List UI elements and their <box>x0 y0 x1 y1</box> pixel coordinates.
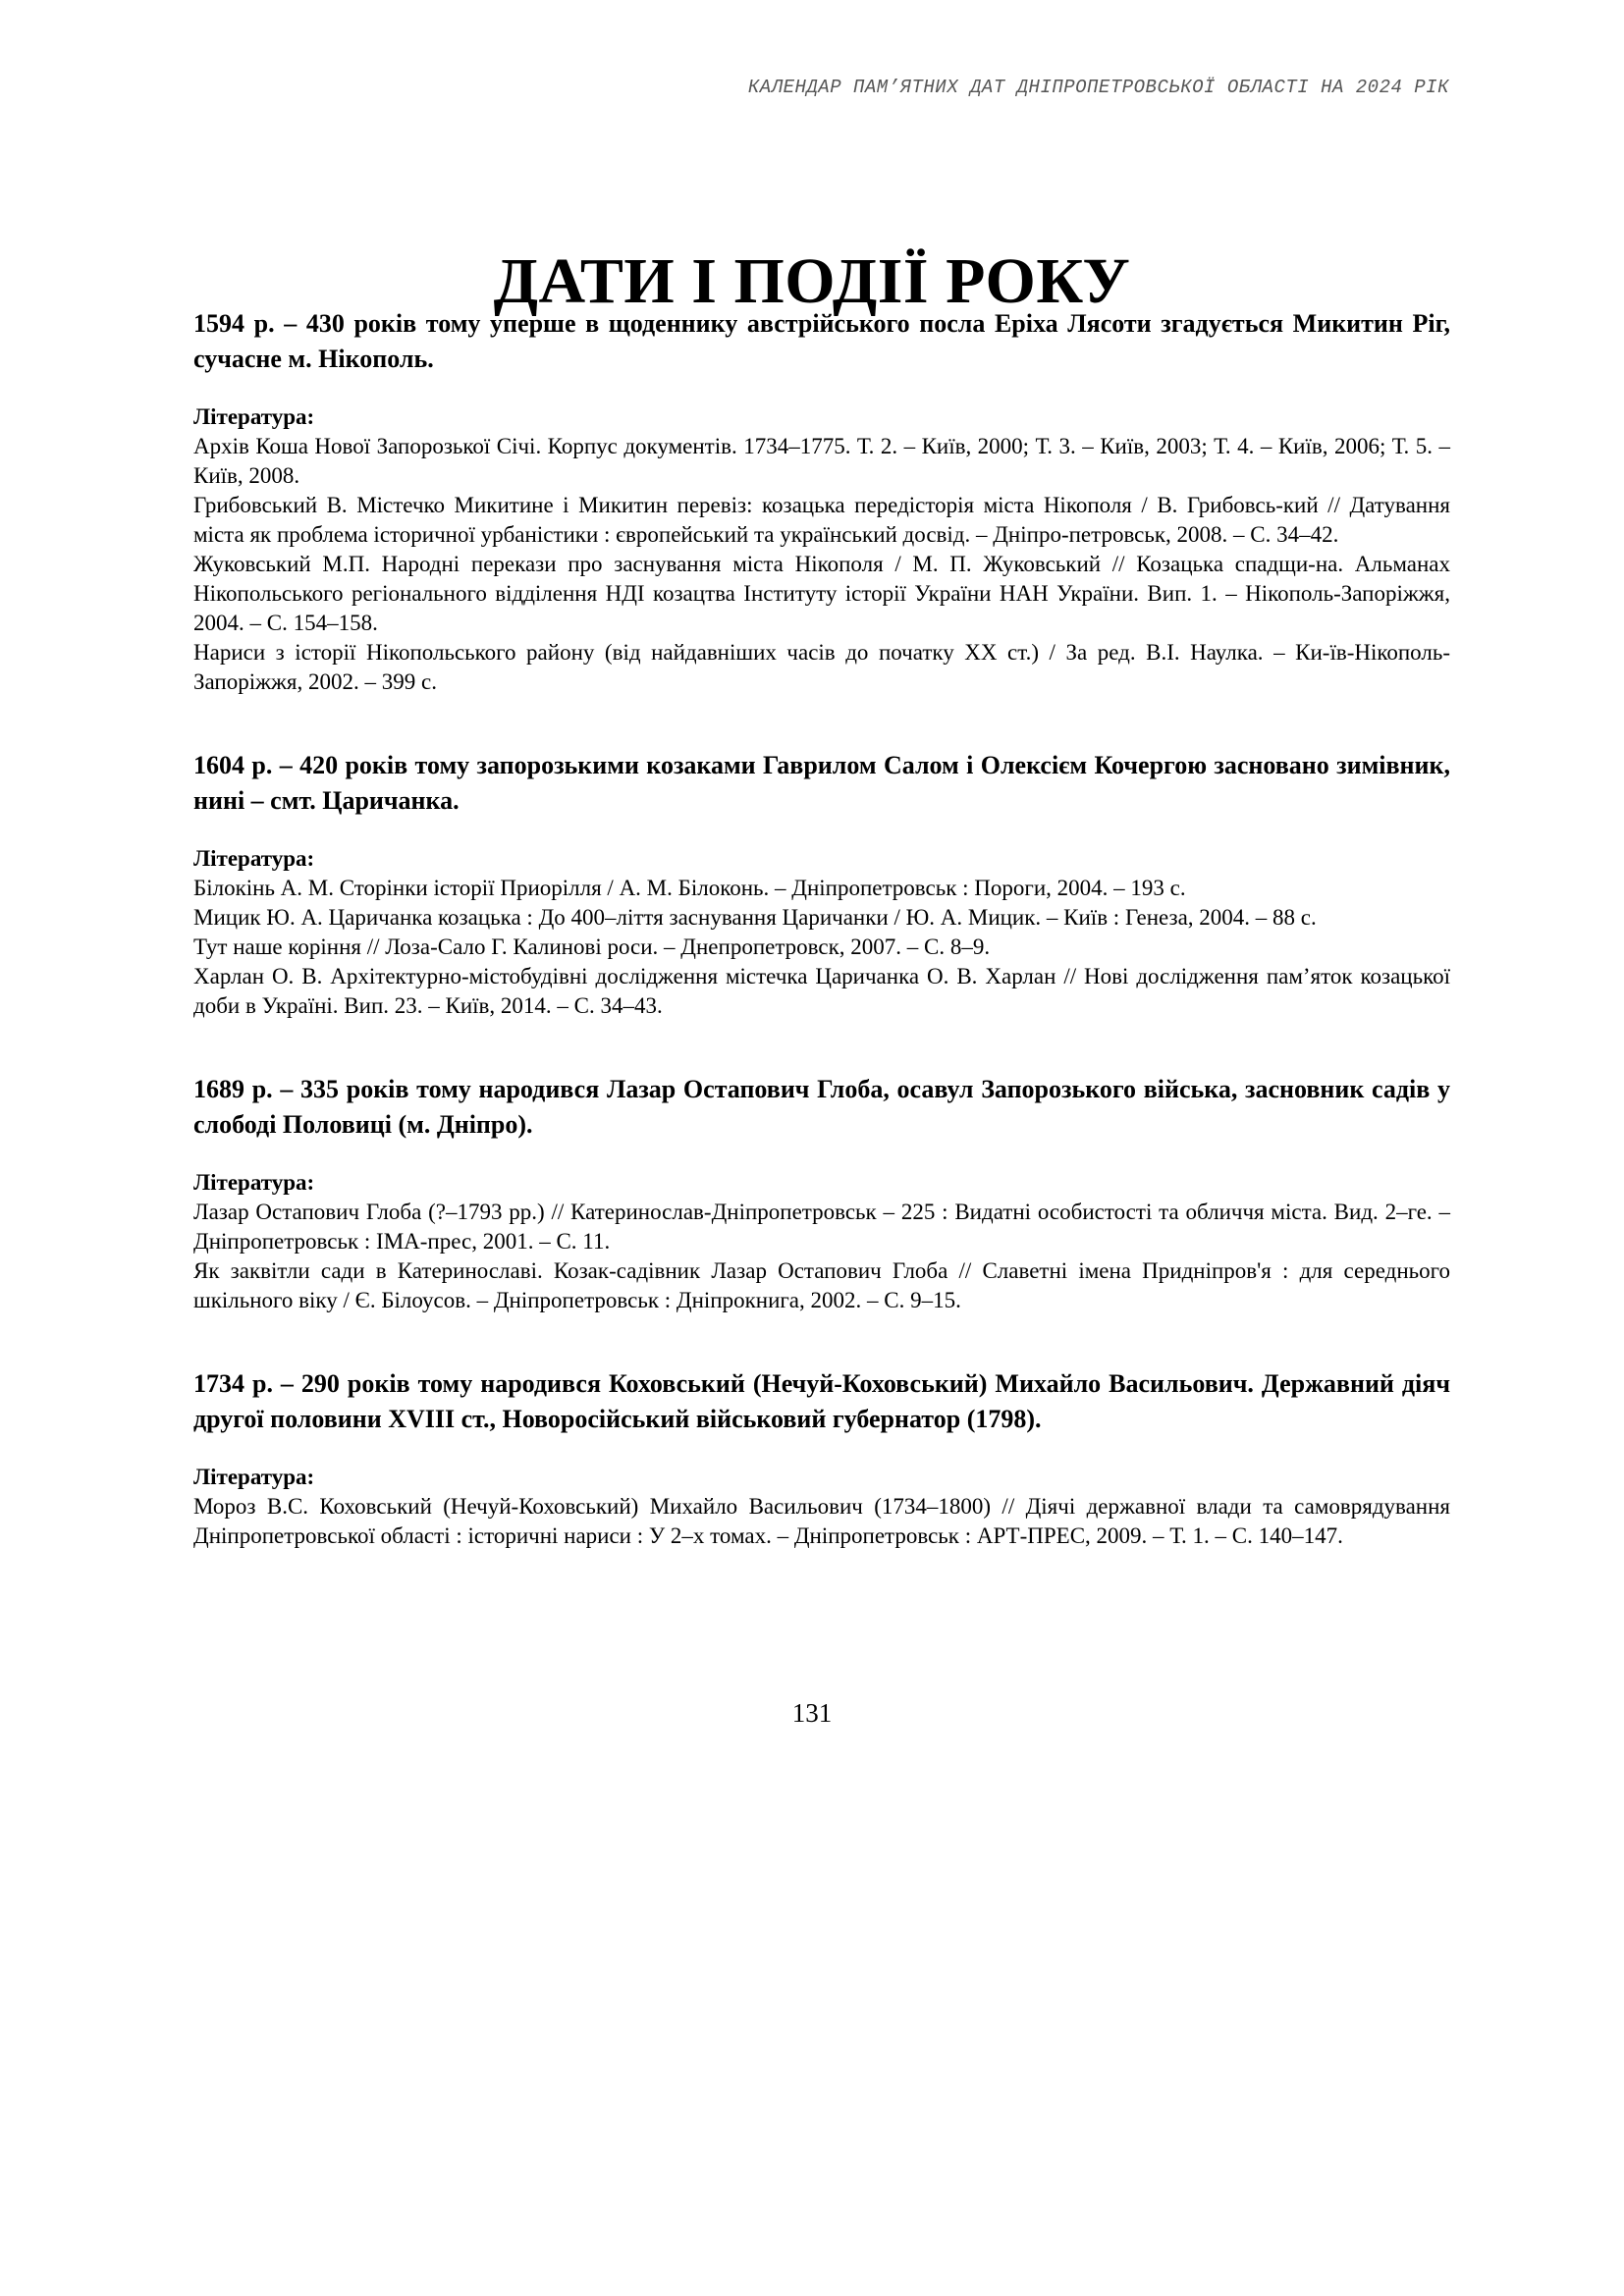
events-list <box>193 306 1450 1602</box>
literature-list <box>193 874 1450 1021</box>
literature-list <box>193 432 1450 697</box>
event-heading: 1604 р. – 420 років тому запорозькими козаками Гаврилом Салом і Олексієм Кочергою засновано зимівник, нині – смт. Царичанка. <box>193 751 1450 815</box>
page-title: ДАТИ І ПОДІЇ РОКУ <box>493 245 1131 318</box>
event-heading: 1689 р. – 335 років тому народився Лазар Остапович Глоба, осавул Запорозького війська, засновник садів у слободі Половиці (м. Дніпро). <box>193 1075 1450 1139</box>
literature-label: Література: <box>193 1170 315 1195</box>
event-heading: 1734 р. – 290 років тому народився Коховський (Нечуй-Коховський) Михайло Васильович. Державний діяч другої половини XVIII ст., Новоросійський військовий губернатор (1798). <box>193 1369 1450 1433</box>
literature-label: Література: <box>193 1465 315 1489</box>
page-number: 131 <box>791 1698 833 1728</box>
literature-item: Грибовський В. Містечко Микитине і Микитин перевіз: козацька передісторія міста Нікополя / В. Грибовсь-кий // Датування міста як проблема історичної урбаністики : європейський та український досвід. – Дніпро-петровськ, 2008. – С. 34–42. <box>193 493 1450 547</box>
event-heading: 1594 р. – 430 років тому уперше в щоденнику австрійського посла Еріха Лясоти згадується Микитин Ріг, сучасне м. Нікополь. <box>193 309 1450 373</box>
literature-item: Жуковський М.П. Народні перекази про заснування міста Нікополя / М. П. Жуковський // Козацька спадщи-на. Альманах Нікопольського регіонального відділення НДІ козацтва Інституту історії України НАН України. Вип. 1. – Нікополь-Запоріжжя, 2004. – С. 154–158. <box>193 552 1450 635</box>
literature-item: Мицик Ю. А. Царичанка козацька : До 400–ліття заснування Царичанки / Ю. А. Мицик. – Київ : Генеза, 2004. – 88 с. <box>193 905 1317 930</box>
literature-item: Мороз В.С. Коховський (Нечуй-Коховський) Михайло Васильович (1734–1800) // Діячі державної влади та самоврядування Дніпропетровської області : історичні нариси : У 2–х томах. – Дніпропетровськ : АРТ-ПРЕС, 2009. – Т. 1. – С. 140–147. <box>193 1494 1450 1548</box>
event-1604 <box>193 748 1450 1021</box>
event-1594 <box>193 306 1450 697</box>
running-header: КАЛЕНДАР ПАМ’ЯТНИХ ДАТ ДНІПРОПЕТРОВСЬКОЇ ОБЛАСТІ НА 2024 РІК <box>747 77 1449 98</box>
event-1734 <box>193 1366 1450 1551</box>
literature-item: Нариси з історії Нікопольського району (від найдавніших часів до початку ХХ ст.) / За ред. В.І. Наулка. – Ки-їв-Нікополь-Запоріжжя, 2002. – 399 с. <box>193 640 1450 694</box>
literature-item: Як заквітли сади в Катеринославі. Козак-садівник Лазар Остапович Глоба // Славетні імена Придніпров'я : для середнього шкільного віку / Є. Білоусов. – Дніпропетровськ : Дніпрокнига, 2002. – С. 9–15. <box>193 1258 1450 1312</box>
literature-item: Харлан О. В. Архітектурно-містобудівні дослідження містечка Царичанка О. В. Харлан // Нові дослідження пам’яток козацької доби в Україні. Вип. 23. – Київ, 2014. – С. 34–43. <box>193 964 1450 1018</box>
literature-item: Лазар Остапович Глоба (?–1793 рр.) // Катеринослав-Дніпропетровськ – 225 : Видатні особистості та обличчя міста. Вид. 2–ге. – Дніпропетровськ : ІМА-прес, 2001. – С. 11. <box>193 1200 1450 1254</box>
event-1689 <box>193 1072 1450 1315</box>
literature-item: Білокінь А. М. Сторінки історії Приорілля / А. М. Білоконь. – Дніпропетровськ : Пороги, 2004. – 193 с. <box>193 876 1186 900</box>
literature-item: Тут наше коріння // Лоза-Сало Г. Калинові роси. – Днепропетровск, 2007. – С. 8–9. <box>193 934 991 959</box>
literature-label: Література: <box>193 404 315 429</box>
literature-label: Література: <box>193 846 315 871</box>
literature-item: Архів Коша Нової Запорозької Січі. Корпус документів. 1734–1775. Т. 2. – Київ, 2000; Т. 3. – Київ, 2003; Т. 4. – Київ, 2006; Т. 5. – Київ, 2008. <box>193 434 1450 488</box>
literature-list <box>193 1492 1450 1551</box>
literature-list <box>193 1198 1450 1315</box>
